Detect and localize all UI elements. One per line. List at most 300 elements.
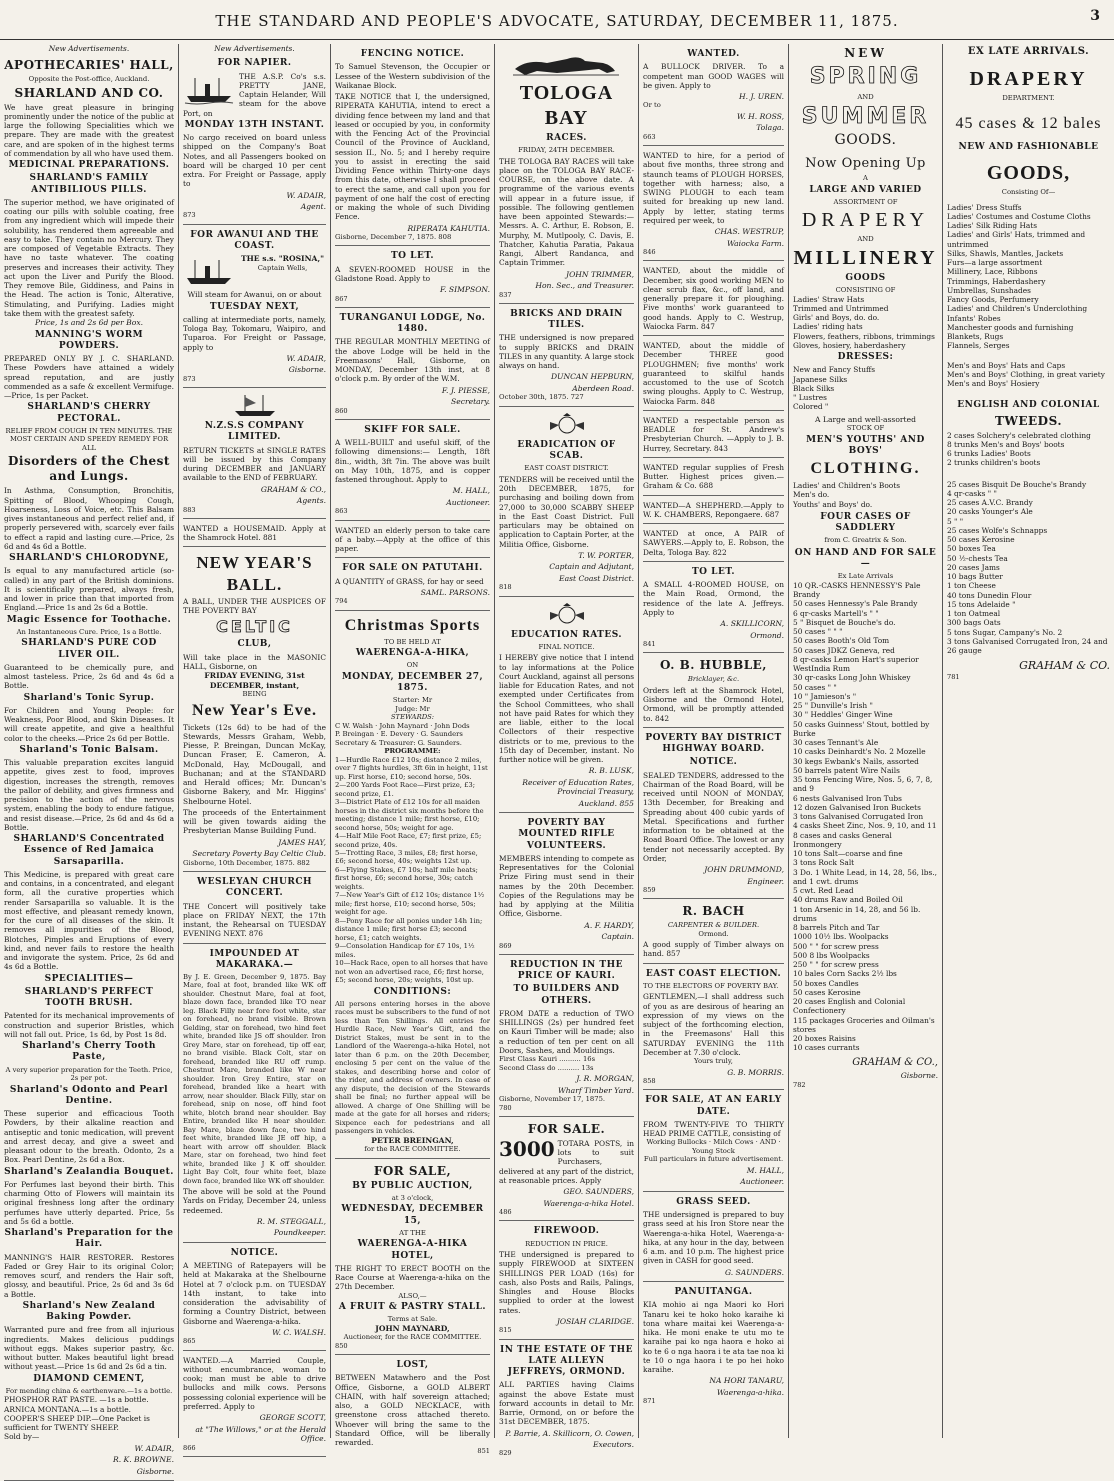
list-item: Ladies' Dress Stuffs [947, 202, 1022, 212]
kauri-date: Gisborne, November 17, 1875. [499, 1095, 606, 1104]
graham-sig-2: GRAHAM & CO. [1019, 659, 1110, 673]
disorders-body: In Asthma, Consumption, Bronchitis, Spitting of Blood, Whooping Cough, Hoarseness, Loss of Voice, etc. This Balsam gives instantaneous and perfect relief and, if properly persevered with, scarcely ever fails to effect a rapid and lasting cure.—Price, 2s 6d and 4s 6d a Bottle. [4, 486, 174, 551]
races-date: FRIDAY, 24TH DECEMBER. [518, 146, 615, 155]
patutahi-advert [335, 558, 490, 610]
cherrypaste-heading: Sharland's Cherry Tooth Paste, [22, 1041, 156, 1063]
mens-list [947, 361, 1110, 389]
bullock-or: Or to [643, 101, 661, 110]
auction-body: THE RIGHT TO ERECT BOOTH on the Race Course at Waerenga-a-hika on the 27th December. [335, 1263, 490, 1292]
bouquet-heading: Sharland's Zealandia Bouquet. [4, 1166, 174, 1177]
ploughmen-body: WANTED, about the middle of December THREE good PLOUGHMEN; five months' work guaranteed to skilful hands accustomed to the use of Scotch swing ploughs. Apply to C. Westrup, Waiocka Farm. 848 [643, 341, 784, 406]
butter-advert [643, 458, 784, 496]
saddlery-from: from C. Greatrix & Son. [824, 536, 907, 545]
sports-advert [335, 611, 490, 1159]
sharland-advert [4, 53, 174, 1481]
list-item: 50 ½-chests Tea [947, 553, 1008, 563]
couple-place: at "The Willows," or at the Herald Office. [195, 1424, 326, 1444]
column-6 [788, 44, 942, 1438]
panui-number: 871 [643, 1397, 656, 1406]
hubble-body: Orders left at the Shamrock Hotel, Gisborne and the Ormond Hotel, Ormond, will be promptly attended to. 842 [643, 685, 784, 723]
magic-sub: An Instantaneous Cure. Price, 1s a Bottle. [16, 627, 162, 636]
goods-item: 10 tons Salt—coarse and fine [793, 849, 903, 859]
napier-number: 873 [183, 211, 196, 220]
skiff-heading: SKIFF FOR SALE. [364, 424, 461, 435]
couple-advert [183, 1351, 326, 1457]
kauri-number: 780 [499, 1103, 512, 1112]
cattle-advert [643, 1090, 784, 1191]
wanted-heading: WANTED. [687, 49, 740, 59]
goods-item: 40 drums Raw and Boiled Oil [793, 895, 903, 905]
column-7 [942, 44, 1114, 1438]
hair-heading: Sharland's Preparation for the Hair. [4, 1228, 174, 1250]
tonicsyrup-body: For Children and Young People: for Weakness, Poor Blood, and Skin Diseases. It will create appetite, and give a healthful color to the cheeks.—Price 2s 6d per Bottle. [4, 705, 174, 743]
highway-notice: NOTICE. [689, 757, 738, 768]
sports-date: MONDAY, DECEMBER 27, 1875. [341, 671, 484, 694]
magic-heading: Magic Essence for Toothache. [6, 614, 172, 625]
pills-body: The superior method, we have originated of coating our pills with soluble coating, free from any ingredient which will impede their solubility, has rendered them agreeable and easy to take. They contain no Mercury. They are composed of Vegetable Extracts. They have no taste whatever. The coating preserves and increases their activity. They act upon the Liver and Purify the Blood. They remove Bile, Giddiness, and Pains in the Head. The action is Tonic, Alterative, Stimulating, and Purifying. Ladies might take them with the greatest safety. [4, 197, 174, 318]
list-item: 4 qr-casks " " [947, 488, 997, 498]
skiff-advert [335, 420, 490, 521]
goods-item: 50 cases " " [793, 682, 837, 692]
goods-item: 50 cases " " " [793, 627, 843, 637]
fencing-heading: FENCING NOTICE. [360, 49, 465, 59]
napier-date: MONDAY 13TH INSTANT. [184, 119, 325, 130]
goods-item: 12 dozen Galvanised Iron Buckets [793, 802, 921, 812]
ball-heading: NEW YEAR'S BALL. [196, 553, 313, 594]
goods-item: 10 casks Deinhardt's No. 2 Mozelle [793, 747, 926, 757]
notice-heading: NOTICE. [230, 1247, 279, 1258]
scab-heading: ERADICATION OF SCAB. [517, 439, 616, 462]
page-number: 3 [1090, 8, 1100, 24]
ball-place: Will take place in the MASONIC HALL, Gisborne, on [183, 652, 326, 671]
list-item: 300 bags Oats [947, 618, 1001, 628]
tolet-heading: TO LET. [390, 251, 435, 262]
graham-number: 782 [793, 1080, 806, 1089]
scrub-advert [643, 261, 784, 336]
goods-item: 10 QR.-CASKS HENNESSY'S Pale Brandy [793, 580, 921, 600]
list-item: Girls' and Boys, do. do. [793, 313, 880, 323]
napier-note: No cargo received on board unless shipped on the Company's Boat Notes, and all Passengers booked on board will be charged 10 per cent extra. For Freight or Passage, apply to [183, 133, 326, 189]
auction-date: WEDNESDAY, DECEMBER 15, [341, 1204, 484, 1226]
firewood-sig: JOSIAH CLARIDGE. [556, 1316, 634, 1326]
royal-crest-icon [542, 602, 592, 628]
fencing-date: Gisborne, December 7, 1875. 808 [335, 232, 452, 241]
highway-number: 859 [643, 886, 656, 895]
kauri-title: Wharf Timber Yard. [557, 1085, 634, 1095]
section-label: New Advertisements. [48, 44, 130, 53]
scab-sig: T. W. PORTER, [578, 550, 634, 560]
graham-number-2: 781 [947, 673, 960, 682]
chlorodyne-heading: SHARLAND'S CHLORODYNE, [9, 553, 169, 564]
column-4 [494, 44, 638, 1458]
sports-on: ON [406, 661, 419, 670]
stewards-heading: STEWARDS: [390, 713, 435, 722]
programme-heading: PROGRAMME: [384, 747, 441, 756]
awanui-date: TUESDAY NEXT, [209, 301, 300, 312]
hire-body: WANTED to hire, for a period of about five months, three strong and staunch teams of PLOUGH HORSES, together with harness; also, a SWING PLOUGH to each team suited for breaking up new land. Apply by letter, stating terms required per week, to [643, 151, 784, 225]
patutahi-sig: SAML. PARSONS. [420, 587, 490, 597]
goods-item: 50 cases Booth's Old Tom [793, 636, 890, 646]
codliver-body: Guaranteed to be chemically pure, and almost tasteless. Price, 2s 6d and 4s 6d a Bottle. [4, 662, 174, 691]
rifle-number: 869 [499, 941, 512, 950]
couple-number: 866 [183, 1443, 196, 1452]
kauri-body: FROM DATE a reduction of TWO SHILLINGS (2s) per hundred feet on Kauri Timber will be made; also a reduction of ten per cent on all Doors, Sashes, and Mouldings. [499, 1008, 634, 1055]
impounded-sig: R. M. STEGGALL, [256, 1216, 326, 1226]
lodge-title: Secretary. [451, 397, 490, 407]
summer-heading: SUMMER [801, 103, 930, 129]
list-item: Ladies' riding hats [793, 322, 863, 332]
cherrypaste-body: A very superior preparation for the Teeth. Price, 2s per pot. [5, 1065, 173, 1083]
auction-sig: JOHN MAYNARD, [375, 1323, 450, 1333]
goods-item: 50 cases JDKZ Geneva, red [793, 645, 895, 655]
new-years-eve: New Year's Eve. [191, 701, 318, 719]
soldby-label: Sold by— [4, 1432, 40, 1442]
ploughmen-advert [643, 336, 784, 411]
kauri-heading: REDUCTION IN THE PRICE OF KAURI. [510, 959, 623, 982]
edrates-body: I HEREBY give notice that I intend to lay informations at the Police Court Auckland, against all persons liable for Education Rates, and not exempted under Certificates from the School Committees, who shall not have paid Rates for which they are liable, either to the local Collectors of their respective districts or to me, previous to the 15th day of December, instant. No further notice will be given. [499, 653, 634, 765]
section-label: New Advertisements. [214, 44, 295, 53]
stock-of: STOCK OF [846, 424, 885, 433]
panui-place: Waerenga-a-hika. [716, 1387, 784, 1397]
lost-number: 851 [477, 1447, 490, 1456]
drapery-list [947, 203, 1110, 351]
impounded-heading: IMPOUNDED AT MAKARAKA.— [209, 948, 300, 970]
auction-also: ALSO,— [398, 1291, 427, 1300]
goods-item: 250 " " for screw press [793, 960, 879, 970]
saddlery-heading: FOUR CASES OF SADDLERY [820, 511, 911, 534]
auction-terms: Terms at Sale. [387, 1315, 438, 1324]
election-body: GENTLEMEN,—I shall address such of you as are desirous of hearing an expression of my views on the subject of the forthcoming election, in the Freemasons' Hall this SATURDAY EVENING the 11th December at 7.30 o'clock. [643, 992, 784, 1057]
skiff-body: A WELL-BUILT and useful skiff, of the following dimensions:— Length, 18ft 8in., width, 3ft 7in. The above was built on May 10th, 1875, and is copper fastened throughout. Apply to [335, 438, 490, 485]
list-item: 3 tons Galvanised Corrugated Iron, 24 and 26 gauge [947, 636, 1108, 656]
goods-item: 8 barrels Pitch and Tar [793, 923, 880, 933]
column-5 [638, 44, 788, 1438]
goods-item: 3 tons Rock Salt [793, 858, 855, 868]
rifle-heading: POVERTY BAY MOUNTED RIFLE VOLUNTEERS. [518, 818, 615, 851]
hair-body: MANNING'S HAIR RESTORER. Restores Faded or Grey Hair to its original Color; removes scurf, and renders the Hair soft, glossy, and beautiful. Price, 2s 6d and 3s 6d a Bottle. [4, 1252, 174, 1299]
cattle-body: FROM TWENTY-FIVE TO THIRTY HEAD PRIME CATTLE, consisting of [643, 1119, 784, 1139]
butter-body: WANTED regular supplies of Fresh Butter. Highest prices given.— Graham & Co. 688 [643, 462, 784, 491]
lost-body: BETWEEN Matawhero and the Post Office, Gisborne, a GOLD ALBERT CHAIN, with half sovereign attached; also, a GOLD NECKLACE, with greenstone cross attached thereto. Whoever will bring the same to the Standard Office, will be liberally rewarded. [335, 1373, 490, 1448]
event-item: 7—New Year's Gift of £12 10s; distance 1½ mile; first horse, £10; second horse, 50s; weight for age. [335, 891, 485, 917]
ball-proceeds: The proceeds of the Entertainment will be given towards aiding the Presbyterian Manse Building Fund. [183, 807, 326, 836]
ball-secretary: JAMES HAY, [278, 837, 326, 847]
impounded-title: Poundkeeper. [273, 1228, 326, 1238]
housemaid-advert [183, 519, 326, 548]
goods-item: 10 " Jamieson's " [793, 691, 857, 701]
goods-item: 115 packages Groceries and Oilman's stores [793, 1015, 935, 1034]
goods-item: 5 " Bisquet de Bouche's do. [793, 617, 896, 627]
kauri-first: First Class Kauri .......... 16s [499, 1055, 596, 1064]
lodge-sig: F. J. PIESSE, [441, 385, 490, 395]
goods-item: 50 boxes Candles [793, 978, 859, 988]
goods-item: 1000 10½ lbs. Woolpacks [793, 932, 889, 942]
arnica-line: ARNICA MONTANA.—1s a bottle. [4, 1404, 131, 1414]
kauri-advert [499, 955, 634, 1117]
column-1 [0, 44, 178, 1476]
auction-time: at 3 o'clock, [391, 1193, 434, 1202]
auction-title: Auctioneer, for the RACE COMMITTEE. [343, 1333, 482, 1342]
wesleyan-advert [183, 872, 326, 944]
bach-advert [643, 899, 784, 963]
goods-item: 30 " Heddles' Ginger Wine [793, 710, 893, 720]
goods-item: 5 cwt. Red Lead [793, 886, 854, 896]
list-item: Blankets, Rugs [947, 332, 1004, 342]
club-heading: CLUB, [237, 639, 272, 650]
election-number: 858 [643, 1077, 656, 1086]
cattle-items: Working Bullocks · Milch Cows · AND · Young Stock [646, 1138, 781, 1155]
event-item: 8—Pony Race for all ponies under 14h 1in; distance 1 mile; first horse £3; second horse, £1; catch weights. [335, 916, 483, 942]
awanui-advert [183, 225, 326, 388]
hire-sig: CHAS. WESTRUP, [714, 227, 784, 237]
column-3 [330, 44, 494, 1456]
awanui-place: Gisborne. [288, 365, 326, 375]
baking-body: Warranted pure and free from all injurious ingredients. Makes delicious puddings without eggs. Makes superior pastry, &c. without butter. Makes beautiful light bread without yeast.—Price 1s 6d and 2s 6d a tin. [4, 1325, 174, 1372]
skiff-sig: M. HALL, [452, 486, 490, 496]
rifle-advert [499, 813, 634, 955]
edrates-heading: EDUCATION RATES. [510, 629, 623, 640]
baking-heading: Sharland's New Zealand Baking Powder. [22, 1300, 156, 1323]
nzss-number: 883 [183, 505, 196, 514]
grass-sig: G. SAUNDERS. [724, 1267, 784, 1277]
races-number: 837 [499, 290, 512, 299]
scab-body: TENDERS will be received until the 20th DECEMBER, 1875, for purchasing and boiling down from 27,000 to 30,000 SCABBY SHEEP in the East Coast District. Full particulars may be obtained on application to Captain Porter, at the Militia Office, Gisborne. [499, 474, 634, 549]
scab-number: 818 [499, 583, 512, 592]
races-sig: JOHN TRIMMER, [566, 269, 634, 279]
goods-item: 8 cases and casks General Ironmongery [793, 830, 892, 849]
awanui-note: calling at intermediate ports, namely, Tologa Bay, Tokomaru, Waipiro, and Tuparoa. For Freight or Passage, apply to [183, 314, 326, 352]
steamship-icon [183, 74, 235, 106]
tolet-ormond-heading: TO LET. [691, 566, 736, 577]
graham-place: Gisborne. [900, 1071, 938, 1081]
awanui-number: 873 [183, 374, 196, 383]
ball-being: BEING [242, 690, 267, 699]
hire-place: Waiocka Farm. [727, 238, 784, 248]
goods-heading: GOODS. [834, 132, 897, 149]
impounded-body: By J. E. Green, December 9, 1875. Bay Mare, foal at foot, branded like WK off shoulder. Chestnut Mare, foal at foot, blaze down face, branded like TO near leg. Black Filly near fore foot white, star on forehead, no brand visible. Brown Gelding, star on forehead, two hind feet white, branded like JS off shoulder. Iron Grey Mare, star on forehead, tip off ear, no brand visible. Black Colt, star on forehead, branded like RU off rump. Chestnut Mare, branded like W near shoulder. Iron Grey Entire, star on forehead, branded like a heart with arrow, near shoulder. Black Filly, star on forehead, snip on nose, off hind foot white, blotch brand near shoulder. Bay Entire, branded like H near shoulder. Bay Mare, blaze down face, two hind feet white, branded like JE off hip, a heart with arrow off shoulder. Black Mare, star on forehead, two hind feet white, branded like J K off shoulder. Light Bay Colt, four white feet, blaze down face, branded like WK off shoulder. [183, 973, 326, 1185]
event-item: 10—Hack Race, open to all horses that have not won an advertised race, £6; first horse, £5; second horse, 20s; weights, 10st up. [335, 959, 488, 985]
list-item: Ladies' Straw Hats [793, 294, 865, 304]
goods-item: 1 ton Arsenic in 14, 28, and 56 lb. drums [793, 904, 921, 923]
goods-item: 3 Do. 1 White Lead, in 14, 28, 56, lbs., and 1 cwt. drums [793, 867, 937, 886]
kauri-sub: TO BUILDERS AND OTHERS. [513, 984, 620, 1006]
bach-sub: CARPENTER & BUILDER. [667, 921, 760, 930]
agent-adair: W. ADAIR, [134, 1443, 174, 1453]
brush-body: Patented for its mechanical improvements of construction and superior Bristles, which will not fall out. Price, 1s 6d, by Post 1s 8d. [4, 1011, 174, 1039]
odonto-body: These superior and efficacious Tooth Powders, by their alkaline reaction and antiseptic and tonic medication, will prevent and arrest decay, and give a sweet and pleasant odour to the breath. Odonto, 2s a Box. Pearl Dentine, 2s 6d a Box. [4, 1109, 174, 1165]
codliver-heading: SHARLAND'S PURE COD LIVER OIL. [21, 638, 157, 660]
list-item: 25 cases Bisquit De Bouche's Brandy [947, 479, 1087, 489]
list-item: Gloves, hosiery, haberdashery [793, 340, 906, 350]
edrates-sig: R. B. LUSK, [588, 766, 634, 776]
firewood-advert [499, 1221, 634, 1339]
sawyers-advert [643, 524, 784, 562]
odonto-heading: Sharland's Odonto and Pearl Dentine. [9, 1084, 169, 1106]
tonicsyrup-heading: Sharland's Tonic Syrup. [23, 692, 155, 703]
list-item: 1 ton Cheese [947, 581, 996, 591]
bouquet-body: For Perfumes last beyond their birth. This charming Otto of Flowers will maintain its original freshness long after the ordinary perfumes have utterly departed. Price, 5s and 5s 6d a bottle. [4, 1179, 174, 1226]
event-item: 9—Consolation Handicap for £7 10s, 1½ miles. [335, 942, 475, 959]
bricks-heading: BRICKS AND DRAIN TILES. [510, 308, 623, 331]
event-item: 1—Hurdle Race £12 10s; distance 2 miles, over 7 flights hurdles, 3ft 6in in height, 11st up. First horse, £10; second horse, 50s. [335, 755, 488, 781]
goods-heading-2: GOODS, [986, 162, 1071, 185]
goods-item: 25 " Dunville's Irish " [793, 701, 873, 711]
list-item: Ladies' and Children's Underclothing [947, 304, 1088, 314]
list-item: 6 trunks Ladies' Boots [947, 449, 1031, 459]
tolet-ormond-number: 841 [643, 640, 656, 649]
hubble-heading: O. B. HUBBLE, [660, 658, 767, 673]
forsale-quantity: 3000 [499, 1136, 555, 1161]
sarsaparilla-body: This Medicine, is prepared with great care and contains, in a concentrated, and elegant form, all the curative properties which render Sarsaparilla so valuable. It is the most effective, and pleasant remedy known, for the cure of all diseases of the skin. It removes all impurities of the Blood, Blotches, Pimples and Eruptions of every kind, and never fails to restore the health and invigorate the system. Price, 2s 6d and 4s 6d a Bottle. [4, 869, 174, 972]
fencing-to: To Samuel Stevenson, the Occupier or Lessee of the Western subdivision of the Waikanae Block. [335, 62, 490, 90]
notice-body: A MEETING of Ratepayers will be held at Makaraka at the Shelbourne Hotel at 7 o'clock p.m. on TUESDAY 14th instant, to take into consideration the advisability of forming a Country District, between Gisborne and Waerenga-a-hika. [183, 1261, 326, 1326]
forsale-number: 486 [499, 1208, 512, 1217]
tolet-ormond-sig: A. SKILLICORN, [720, 619, 784, 629]
sarsaparilla-heading: SHARLAND'S Concentrated Essence of Red Jamaica Sarsaparilla. [13, 834, 165, 867]
sports-sub: TO BE HELD AT [384, 637, 441, 646]
list-item: 2 cases Solchery's celebrated clothing [947, 430, 1091, 440]
bullock-sig-2: W. H. ROSS, [736, 111, 784, 121]
sheepdip-line: COOPER'S SHEEP DIP.—One Packet is sufficient for TWENTY SHEEP. [4, 1413, 150, 1433]
highway-sig: JOHN DRUMMOND, [704, 865, 784, 875]
bricks-date: October 30th, 1875. 727 [499, 393, 584, 402]
wesleyan-heading: WESLEYAN CHURCH CONCERT. [196, 877, 312, 899]
list-item: Flowers, feathers, ribbons, trimmings [793, 331, 935, 341]
list-item: Men's and Boys' Hosiery [947, 379, 1040, 389]
cement-heading: DIAMOND CEMENT, [33, 1373, 145, 1384]
and-label: AND [857, 92, 874, 101]
list-item: Japanese Silks [793, 374, 848, 384]
goods-item: 30 qr-casks Long John Whiskey [793, 673, 911, 683]
pills-price: Price, 1s and 2s 6d per Box. [34, 318, 144, 328]
hire-advert [643, 146, 784, 261]
list-item: " Lustres [793, 393, 827, 403]
tolet-ormond-place: Ormond. [750, 630, 784, 640]
awanui-heading: FOR AWANUI AND THE COAST. [190, 229, 319, 251]
wesleyan-body: THE Concert will positively take place on FRIDAY NEXT, the 17th instant, the Rehearsal on TUESDAY EVENING NEXT. 876 [183, 901, 326, 939]
edrates-sub: FINAL NOTICE. [538, 642, 595, 651]
list-item: Trimmings, Haberdashery [947, 276, 1046, 286]
list-item: 50 boxes Tea [947, 544, 996, 554]
tolet-sig: F. SIMPSON. [440, 285, 490, 295]
list-item: 2 trunks children's boots [947, 458, 1041, 468]
tweeds-heading: ENGLISH AND COLONIAL [957, 400, 1100, 411]
phosphor-line: PHOSPHOR RAT PASTE. —1s a bottle. [4, 1395, 149, 1405]
estate-sig: P. Barrie, A. Skillicorn, O. Cowen, [505, 1428, 634, 1438]
scab-district: EAST COAST DISTRICT. [524, 464, 609, 473]
a-label: A [863, 174, 868, 183]
beadle-advert [643, 411, 784, 458]
list-item: Trimmed and Untrimmed [793, 303, 889, 313]
ball-body: A BALL, UNDER THE AUSPICES OF THE POVERTY BAY [183, 596, 326, 616]
napier-body: THE A.S.P. Co's s.s. PRETTY JANE, Captain Helander, Will steam for the above Port, on [183, 71, 326, 118]
goods2-heading: GOODS [845, 272, 886, 283]
list-item: 15 tons Adelaide " [947, 599, 1016, 609]
bullock-place: Tolaga. [756, 123, 784, 133]
scab-title: Captain and Adjutant, [549, 562, 634, 572]
celtic-heading: CELTIC [216, 617, 293, 637]
list-item: Men's and Boys' Hats and Caps [947, 360, 1066, 370]
large-heading: LARGE AND VARIED [809, 184, 922, 195]
estate-heading: IN THE ESTATE OF THE LATE ALLEYN JEFFREYS, ORMOND. [500, 1344, 633, 1377]
estate-body: ALL PARTIES having Claims against the above Estate must forward accounts in detail to Mr. Barrie, Ormond, on or before the 31st DECEMBER, 1875. [499, 1380, 634, 1427]
races-heading: TOLOGA BAY [519, 82, 614, 129]
list-item: 25 cases Wolfe's Schnapps [947, 525, 1048, 535]
auction-number: 850 [335, 1341, 348, 1350]
stewards-right: P. Breingan · E. Devery · G. Saunders [335, 730, 463, 739]
impounded-sale: The above will be sold at the Pound Yards on Friday, December 24, unless redeemed. [183, 1187, 326, 1215]
agent-place: Gisborne. [136, 1466, 174, 1476]
bach-place: Ormond. [698, 929, 729, 938]
list-item: Flannels, Serges [947, 341, 1010, 351]
consisting-label: CONSISTING OF [835, 286, 896, 295]
new-heading: NEW [844, 46, 887, 60]
masthead [0, 0, 1114, 40]
tonicbalsam-heading: Sharland's Tonic Balsam. [19, 744, 159, 755]
conditions-sig: PETER BREINGAN, [371, 1135, 454, 1145]
cattle-title: Auctioneer. [740, 1177, 784, 1187]
races-title: Hon. Sec., and Treasurer. [535, 281, 634, 291]
cherry-heading: SHARLAND'S CHERRY PECTORAL. [27, 402, 151, 424]
firewood-number: 815 [499, 1326, 512, 1335]
grass-body: THE undersigned is prepared to buy grass seed at his Iron Store near the Waerenga-a-hika Hotel, Waerenga-a-hika, at any hour in the day, between 6 a.m. and 10 p.m. The highest price given in CASH for good seed. [643, 1210, 784, 1266]
millinery-heading: MILLINERY [793, 246, 938, 269]
bach-heading: R. BACH [682, 904, 745, 919]
panui-sig: NA HORI TANARU, [709, 1376, 784, 1386]
napier-advert [183, 53, 326, 224]
nzss-heading: N.Z.S.S COMPANY LIMITED. [204, 421, 305, 443]
fencing-body: TAKE NOTICE that I, the undersigned, RIPERATA KAHUTIA, intend to erect a dividing fence between my land and that leased or occupied by you, in conformity with the Fencing Act of the Provincial Council of the Province of Auckland, session II., No. 5; and I hereby require you to assist in erecting the said Dividing Fence within Thirty-one days from this date, otherwise I shall proceed to erect the same, and call upon you for payment of one half the cost of erecting or making the whole of such Dividing Fence. [335, 92, 490, 222]
forsale-heading: FOR SALE. [527, 1121, 606, 1136]
election-heading: EAST COAST ELECTION. [645, 968, 782, 979]
elderly-advert [335, 521, 490, 559]
list-item: Furs—a large assortment [947, 258, 1043, 268]
bullock-advert [643, 44, 784, 146]
tonicbalsam-body: This valuable preparation excites languid appetite, gives zest to food, improves digestion, increases the strength, removes the pallor of debility, and gives firmness and precision to the action of the nervous system, enabling the body to endure fatigue, and resist disease.—Price, 2s 6d and 4s 6d a Bottle. [4, 758, 174, 832]
sawyers-body: WANTED at once, A PAIR of SAWYERS.—Apply to, E. Robson, the Delta, Tologa Bay. 822 [643, 529, 784, 557]
ball-advert [183, 547, 326, 872]
tolet-number: 867 [335, 294, 348, 303]
notice-number: 865 [183, 1337, 196, 1346]
hall-address: Opposite the Post-office, Auckland. [28, 75, 150, 84]
onhand-heading: ON HAND AND FOR SALE— [794, 547, 937, 570]
event-item: 2—200 Yards Foot Race—First prize, £3; second prize, £1. [335, 781, 476, 798]
sports-judge: Judge: Mr [395, 704, 430, 713]
awanui-body: Will steam for Awanui, on or about [187, 290, 322, 300]
event-item: 6—Flying Stakes, £7 10s; half mile heats; first horse, £6; second horse, 30s; catch weights. [335, 865, 478, 891]
goods-item: 8 qr-casks Lemon Hart's superior WestIndia Rum [793, 654, 919, 674]
skiff-number: 863 [335, 507, 348, 516]
cattle-note: Full particulars in future advertisement. [643, 1155, 784, 1164]
highway-title: Engineer. [747, 876, 784, 886]
specialities-heading: SPECIALITIES— [44, 973, 134, 984]
tweeds-label: TWEEDS. [994, 413, 1063, 428]
list-item: 25 cases A.V.C. Brandy [947, 498, 1033, 508]
brush-heading: SHARLAND'S PERFECT TOOTH BRUSH. [24, 986, 154, 1009]
scab-place: East Coast District. [559, 573, 634, 583]
races-sub: RACES. [546, 133, 587, 143]
stores-list [947, 480, 1110, 656]
auction-sub: BY PUBLIC AUCTION, [352, 1180, 473, 1191]
ratepayers-notice [183, 1243, 326, 1351]
list-item: Ladies' and Children's Boots [793, 481, 901, 491]
column-2 [178, 44, 330, 1452]
firewood-sub: REDUCTION IN PRICE. [525, 1239, 608, 1248]
patutahi-body: A QUANTITY of GRASS, for hay or seed [335, 576, 484, 586]
list-item: Millinery, Lace, Ribbons [947, 267, 1038, 277]
list-item: Ladies' Costumes and Costume Cloths [947, 211, 1091, 221]
bricks-advert [499, 304, 634, 407]
